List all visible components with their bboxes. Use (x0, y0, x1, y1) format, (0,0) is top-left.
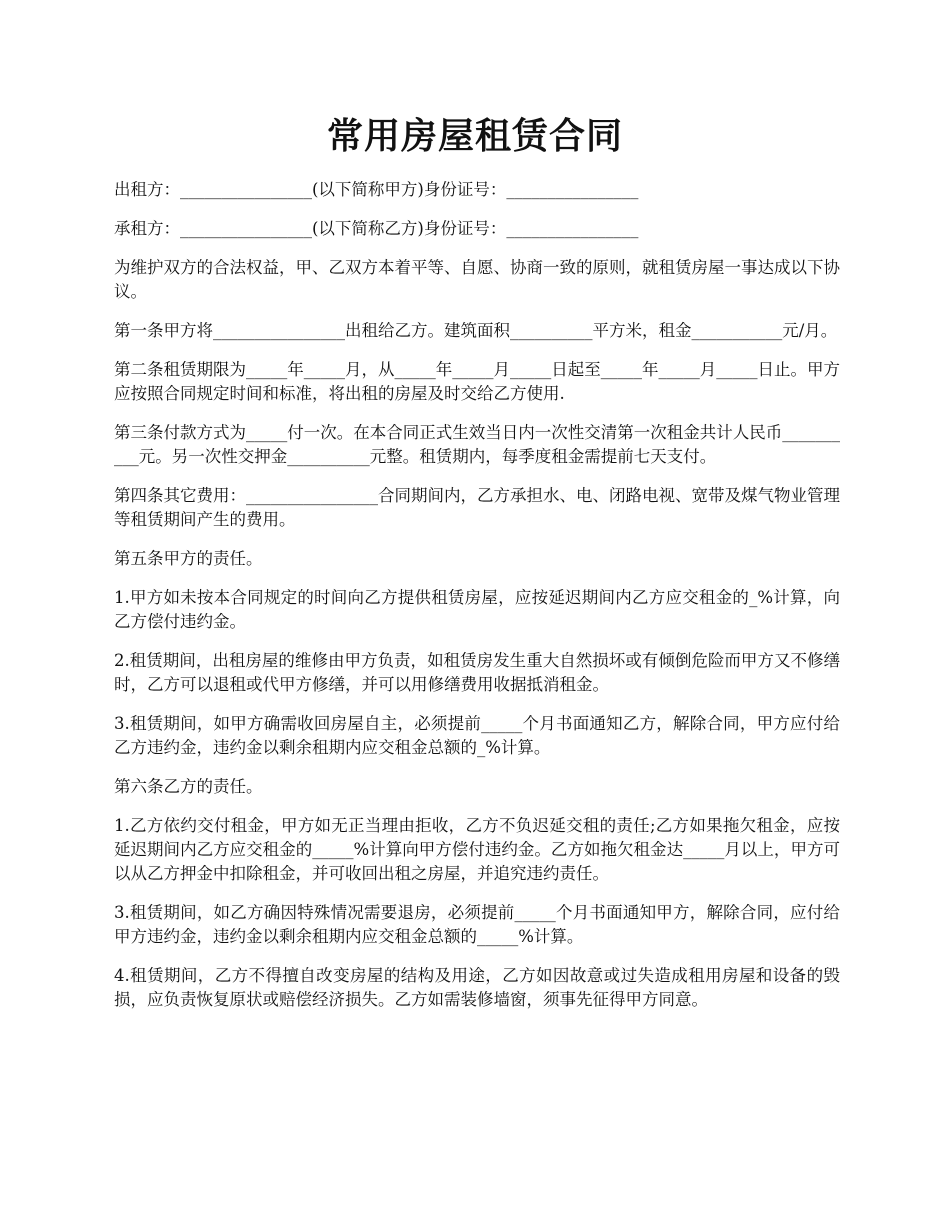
article-1: 第一条甲方将________________出租给乙方。建筑面积__________平方米，租金___________元/月。 (114, 321, 838, 340)
article-3: 第三条付款方式为_____付一次。在本合同正式生效当日内一次性交清第一次租金共计人民币__________元。另一次性交押金__________元整。租赁期内，每季度租金需提前七天支付。 (114, 423, 840, 466)
article-2: 第二条租赁期限为_____年_____月，从_____年_____月_____日起至_____年_____月_____日止。甲方应按照合同规定时间和标准，将出租的房屋及时交给乙方使用. (114, 360, 840, 403)
article-5-heading: 第五条甲方的责任。 (114, 549, 263, 568)
lessor-line: 出租方：________________(以下简称甲方)身份证号：________________ (114, 180, 639, 199)
article-6-clause-1: 1.乙方依约交付租金，甲方如无正当理由拒收，乙方不负迟延交租的责任;乙方如果拖欠租金，应按延迟期间内乙方应交租金的_____%计算向甲方偿付违约金。乙方如拖欠租金达_____月以上，甲方可以从乙方押金中扣除租金，并可收回出租之房屋，并追究违约责任。 (114, 816, 840, 883)
article-6-clause-4: 4.租赁期间，乙方不得擅自改变房屋的结构及用途，乙方如因故意或过失造成租用房屋和设备的毁损，应负责恢复原状或赔偿经济损失。乙方如需装修墙窗，须事先征得甲方同意。 (114, 966, 840, 1009)
lessee-line: 承租方：________________(以下简称乙方)身份证号：________________ (114, 219, 639, 238)
article-5-clause-2: 2.租赁期间，出租房屋的维修由甲方负责，如租赁房发生重大自然损坏或有倾倒危险而甲方又不修缮时，乙方可以退租或代甲方修缮，并可以用修缮费用收据抵消租金。 (114, 651, 840, 694)
contract-body (114, 178, 840, 1027)
article-5-clause-1: 1.甲方如未按本合同规定的时间向乙方提供租赁房屋，应按延迟期间内乙方应交租金的_%计算，向乙方偿付违约金。 (114, 588, 840, 631)
article-4: 第四条其它费用：________________合同期间内，乙方承担水、电、闭路电视、宽带及煤气物业管理等租赁期间产生的费用。 (114, 486, 840, 529)
document-title: 常用房屋租赁合同 (326, 115, 623, 157)
article-6-heading: 第六条乙方的责任。 (114, 777, 263, 796)
article-5-clause-3: 3.租赁期间，如甲方确需收回房屋自主，必须提前_____个月书面通知乙方，解除合同，甲方应付给乙方违约金，违约金以剩余租期内应交租金总额的_%计算。 (114, 714, 840, 757)
preamble: 为维护双方的合法权益，甲、乙双方本着平等、自愿、协商一致的原则，就租赁房屋一事达成以下协议。 (114, 258, 840, 301)
article-6-clause-3: 3.租赁期间，如乙方确因特殊情况需要退房，必须提前_____个月书面通知甲方，解除合同，应付给甲方违约金，违约金以剩余租期内应交租金总额的_____%计算。 (114, 903, 840, 946)
